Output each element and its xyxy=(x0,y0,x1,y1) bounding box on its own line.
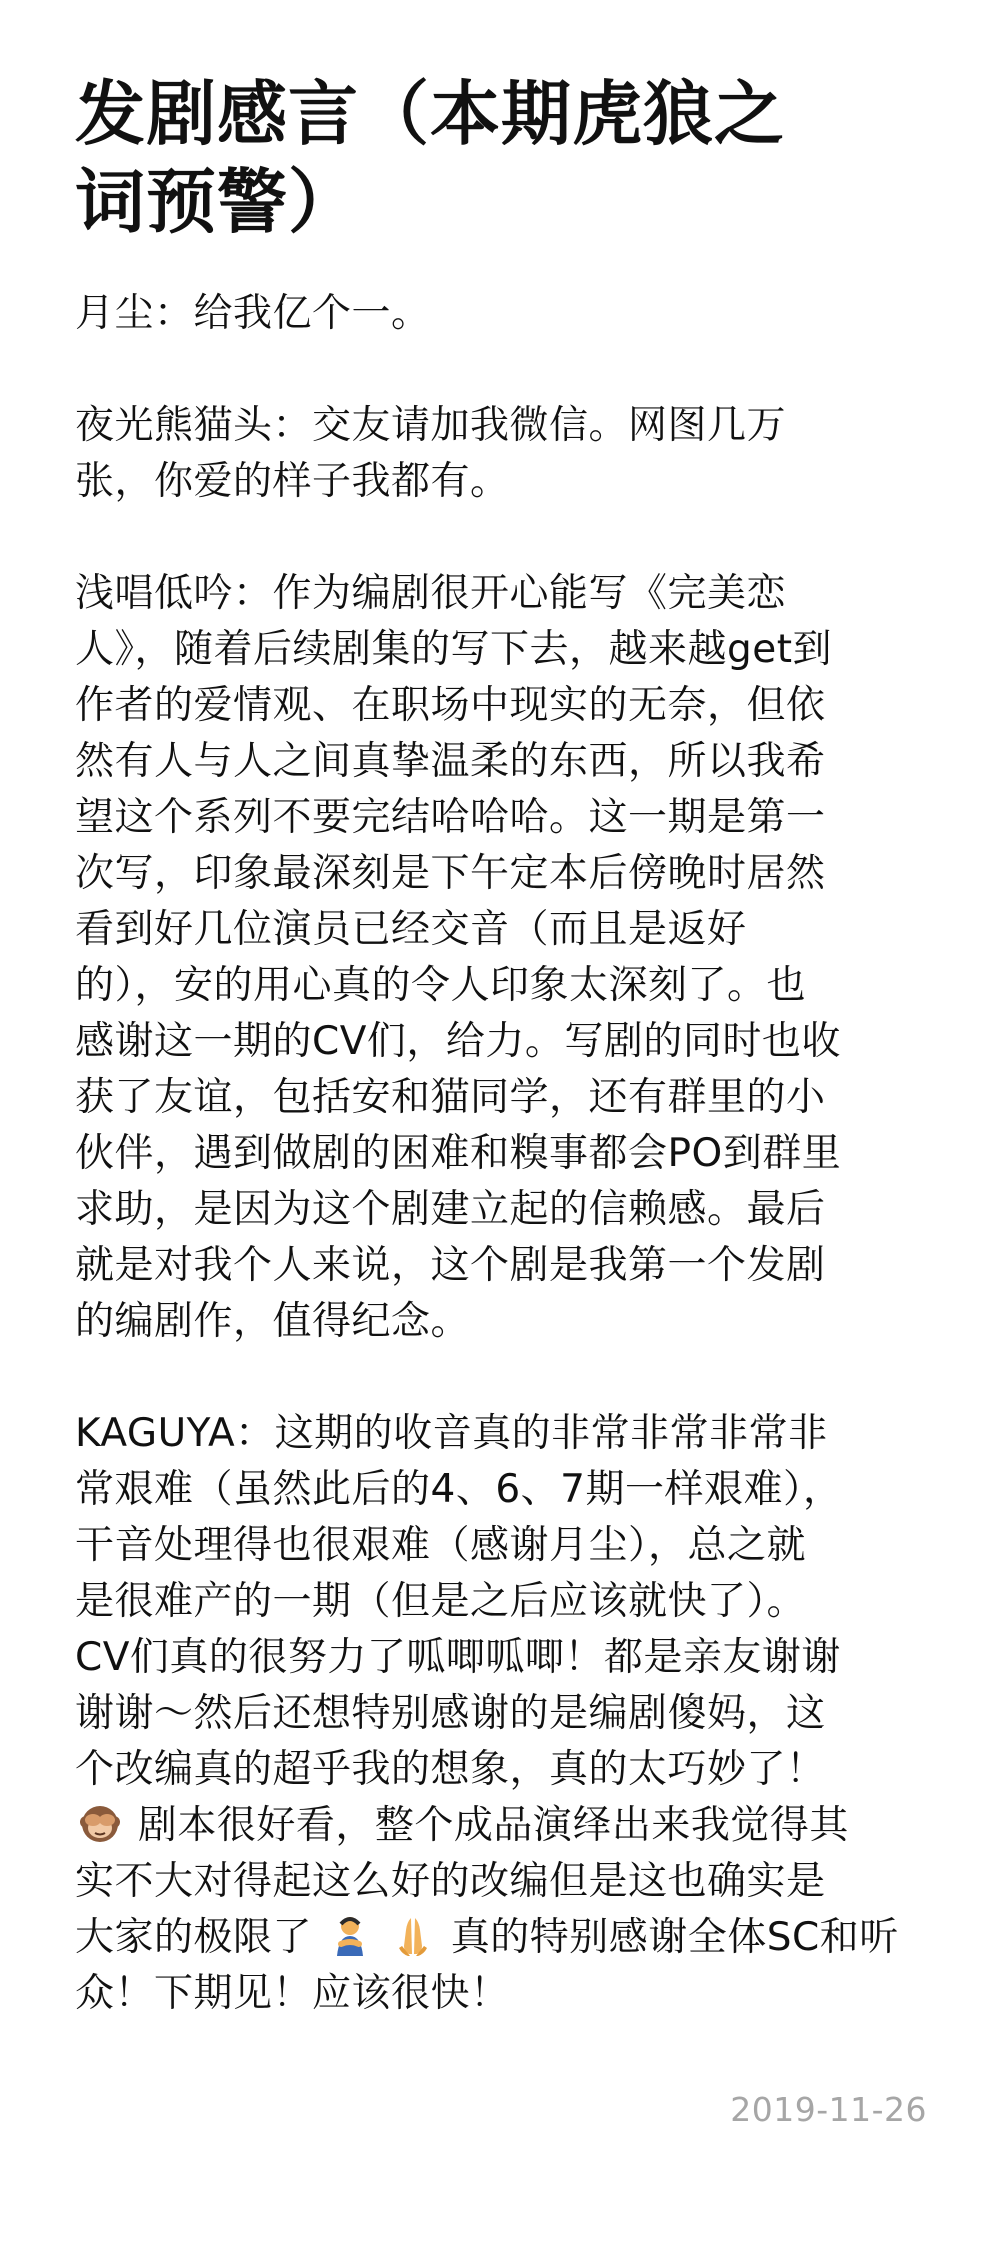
text-line: 次写，印象最深刻是下午定本后傍晚时居然 xyxy=(75,851,826,896)
see-no-evil-monkey-icon xyxy=(77,1800,123,1846)
article-body xyxy=(75,286,927,2022)
text-line: 望这个系列不要完结哈哈哈。这一期是第一 xyxy=(75,795,826,840)
text-line: 伙伴，遇到做剧的困难和糗事都会PO到群里 xyxy=(75,1131,842,1176)
text-line: 个改编真的超乎我的想象，真的太巧妙了！ xyxy=(75,1747,826,1792)
text-line: 是很难产的一期（但是之后应该就快了）。 xyxy=(75,1579,807,1624)
text-line: 众！下期见！应该很快！ xyxy=(75,1971,510,2016)
text-line: 获了友谊，包括安和猫同学，还有群里的小 xyxy=(75,1075,826,1120)
text-line: 月尘：给我亿个一。 xyxy=(75,291,431,336)
title-line: 词预警） xyxy=(75,161,359,243)
text-line: 浅唱低吟：作为编剧很开心能写《完美恋 xyxy=(75,571,787,616)
text-line: 的编剧作，值得纪念。 xyxy=(75,1299,471,1344)
text-line: 然有人与人之间真挚温柔的东西，所以我希 xyxy=(75,739,826,784)
text-line: 的），安的用心真的令人印象太深刻了。也 xyxy=(75,963,807,1008)
text-line: 就是对我个人来说，这个剧是我第一个发剧 xyxy=(75,1243,826,1288)
text-line: KAGUYA：这期的收音真的非常非常非常非 xyxy=(75,1411,828,1456)
text-line: 干音处理得也很艰难（感谢月尘），总之就 xyxy=(75,1523,807,1568)
text-line xyxy=(75,1798,927,1854)
text-line: 谢谢～然后还想特别感谢的是编剧傻妈，这 xyxy=(75,1691,826,1736)
paragraph xyxy=(75,286,927,342)
article-title xyxy=(75,70,927,246)
paragraph xyxy=(75,566,927,1350)
text-fragment: 真的特别感谢全体SC和听 xyxy=(450,1915,899,1960)
text-line: 求助，是因为这个剧建立起的信赖感。最后 xyxy=(75,1187,826,1232)
text-line: 看到好几位演员已经交音（而且是返好 xyxy=(75,907,747,952)
text-line: 实不大对得起这么好的改编但是这也确实是 xyxy=(75,1859,826,1904)
paragraph xyxy=(75,398,927,510)
text-line: 作者的爱情观、在职场中现实的无奈，但依 xyxy=(75,683,826,728)
folded-hands-icon xyxy=(390,1912,436,1958)
text-fragment: 大家的极限了 xyxy=(75,1915,313,1960)
text-line xyxy=(75,1910,927,1966)
text-fragment: 剧本很好看，整个成品演绎出来我觉得其 xyxy=(137,1803,849,1848)
post-date: 2019-11-26 xyxy=(730,2090,927,2129)
person-bowing-icon xyxy=(327,1912,373,1958)
text-line: CV们真的很努力了呱唧呱唧！都是亲友谢谢 xyxy=(75,1635,841,1680)
paragraph xyxy=(75,1406,927,2022)
text-line: 张，你爱的样子我都有。 xyxy=(75,459,510,504)
text-line: 人》，随着后续剧集的写下去，越来越get到 xyxy=(75,627,833,672)
title-line: 发剧感言（本期虎狼之 xyxy=(75,73,785,155)
text-line: 感谢这一期的CV们，给力。写剧的同时也收 xyxy=(75,1019,841,1064)
text-line: 常艰难（虽然此后的4、6、7期一样艰难）， xyxy=(75,1467,843,1512)
text-line: 夜光熊猫头：交友请加我微信。网图几万 xyxy=(75,403,787,448)
